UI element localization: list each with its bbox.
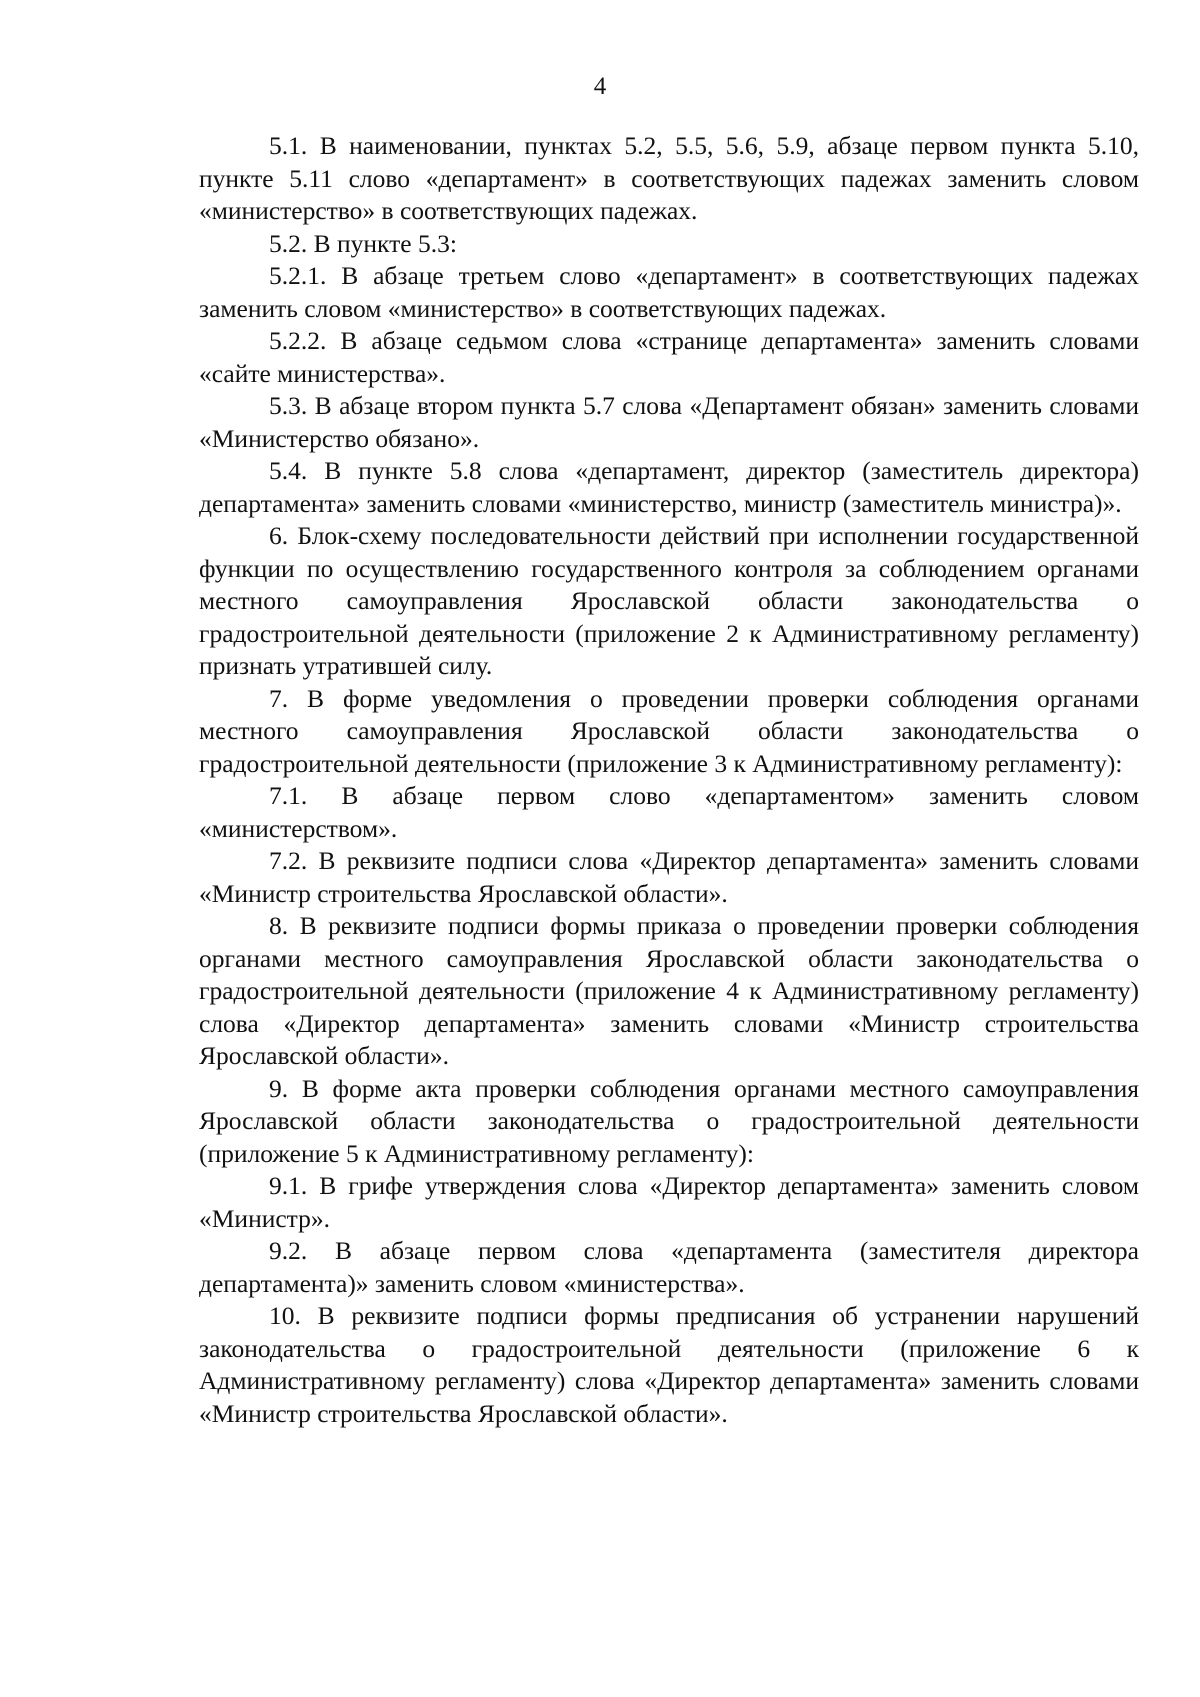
paragraph-5-2-2: 5.2.2. В абзаце седьмом слова «странице департамента» заменить словами «сайте министерства». (199, 326, 1139, 388)
paragraph-5-2-1: 5.2.1. В абзаце третьем слово «департамент» в соответствующих падежах заменить словом «министерство» в соответствующих падежах. (199, 261, 1139, 323)
paragraph-5-3: 5.3. В абзаце втором пункта 5.7 слова «Департамент обязан» заменить словами «Министерство обязано». (199, 391, 1139, 453)
paragraph-7-1: 7.1. В абзаце первом слово «департаментом» заменить словом «министерством». (199, 781, 1139, 843)
paragraph-7: 7. В форме уведомления о проведении проверки соблюдения органами местного самоуправления Ярославской области законодательства о градостроительной деятельности (приложение 3 к Административному регламенту): (199, 683, 1139, 778)
paragraph-7-2: 7.2. В реквизите подписи слова «Директор департамента» заменить словами «Министр строительства Ярославской области». (199, 846, 1139, 908)
document-body (199, 130, 1139, 1430)
paragraph-6: 6. Блок-схему последовательности действий при исполнении государственной функции по осуществлению государственного контроля за соблюдением органами местного самоуправления Ярославской области законодательства о градостроительной деятельности (приложение 2 к Административному регламенту) признать утратившей силу. (199, 521, 1139, 680)
paragraph-9-1: 9.1. В грифе утверждения слова «Директор департамента» заменить словом «Министр». (199, 1171, 1139, 1233)
paragraph-5-1: 5.1. В наименовании, пунктах 5.2, 5.5, 5.6, 5.9, абзаце первом пункта 5.10, пункте 5.11 слово «департамент» в соответствующих падежах заменить словом «министерство» в соответствующих падежах. (199, 131, 1139, 225)
paragraph-8: 8. В реквизите подписи формы приказа о проведении проверки соблюдения органами местного самоуправления Ярославской области законодательства о градостроительной деятельности (приложение 4 к Административному регламенту) слова «Директор департамента» заменить словами «Министр строительства Ярославской области». (199, 911, 1139, 1070)
paragraph-10: 10. В реквизите подписи формы предписания об устранении нарушений законодательства о градостроительной деятельности (приложение 6 к Административному регламенту) слова «Директор департамента» заменить словами «Министр строительства Ярославской области». (199, 1301, 1139, 1428)
paragraph-5-4: 5.4. В пункте 5.8 слова «департамент, директор (заместитель директора) департамента» заменить словами «министерство, министр (заместитель министра)». (199, 456, 1139, 518)
paragraph-9-2: 9.2. В абзаце первом слова «департамента (заместителя директора департамента)» заменить словом «министерства». (199, 1236, 1139, 1298)
paragraph-9: 9. В форме акта проверки соблюдения органами местного самоуправления Ярославской области законодательства о градостроительной деятельности (приложение 5 к Административному регламенту): (199, 1073, 1139, 1168)
page-number: 4 (593, 73, 607, 100)
paragraph-5-2: 5.2. В пункте 5.3: (269, 228, 457, 258)
